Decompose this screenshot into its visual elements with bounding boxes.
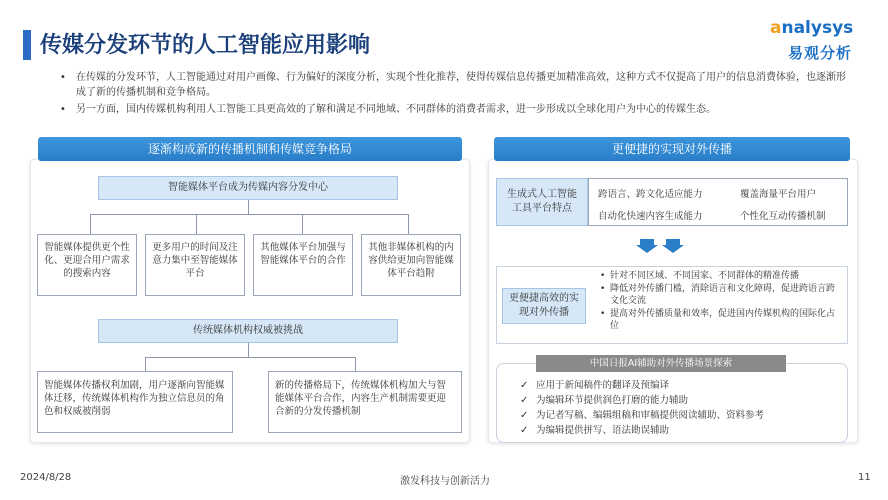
connector-drop-4 bbox=[408, 214, 409, 234]
feature-4: 个性化互动传播机制 bbox=[740, 211, 826, 222]
effect-box-1: 智能媒体提供更个性化、更迎合用户需求的搜索内容 bbox=[37, 234, 137, 296]
analysys-logo bbox=[770, 18, 875, 64]
connector-drop-1 bbox=[90, 214, 91, 234]
connector-horizontal-2 bbox=[145, 357, 355, 358]
down-arrows-icon bbox=[636, 237, 686, 255]
feature-2: 覆盖海量平台用户 bbox=[740, 189, 817, 200]
footer-date: 2024/8/28 bbox=[20, 472, 72, 483]
logo-wordmark bbox=[770, 18, 853, 38]
explore-item-4 bbox=[520, 423, 764, 438]
connector-drop-2 bbox=[196, 214, 197, 234]
bullet-1: • 在传媒的分发环节，人工智能通过对用户画像、行为偏好的深度分析，实现个性化推荐，使得传媒信息传播更加精准高效，这种方式不仅提高了用户的信息消费体验，也逐渐形成了新的传播机制和竞争格局。 bbox=[60, 70, 850, 100]
connector-horizontal-1 bbox=[90, 214, 408, 215]
explore-item-text: 为记者写稿、编辑组稿和审稿提供阅读辅助、资料参考 bbox=[536, 410, 765, 421]
connector-drop-3 bbox=[302, 214, 303, 234]
check-icon: ✓ bbox=[520, 395, 529, 406]
effect-box-4: 其他非媒体机构的内容供给更加向智能媒体平台趋附 bbox=[361, 234, 461, 296]
channel-label: 更便捷高效的实现对外传播 bbox=[502, 288, 586, 324]
channel-item-1: • 针对不同区域、不同国家、不同群体的精准传播 bbox=[600, 270, 840, 282]
explore-item-3 bbox=[520, 408, 764, 423]
feature-3: 自动化快速内容生成能力 bbox=[598, 211, 703, 222]
page-number: 11 bbox=[858, 472, 871, 483]
center-box-platform: 智能媒体平台成为传媒内容分发中心 bbox=[98, 176, 398, 200]
title-accent-bar bbox=[23, 30, 31, 60]
bullet-2: • 另一方面，国内传媒机构利用人工智能工具更高效的了解和满足不同地域、不同群体的消费者需求，进一步形成以全球化用户为中心的传媒生态。 bbox=[60, 102, 850, 117]
check-icon: ✓ bbox=[520, 410, 529, 421]
explore-item-2 bbox=[520, 393, 764, 408]
footer-slogan: 激发科技与创新活力 bbox=[400, 476, 490, 487]
feature-grid bbox=[598, 186, 838, 222]
challenge-box-1: 智能媒体传播权利加剧，用户逐渐向智能媒体迁移，传统媒体机构作为独立信息员的角色和权威被削弱 bbox=[37, 371, 233, 433]
explore-list bbox=[520, 378, 764, 438]
intro-bullets bbox=[60, 70, 850, 119]
effect-box-2: 更多用户的时间及注意力集中至智能媒体平台 bbox=[145, 234, 245, 296]
effect-box-3: 其他媒体平台加强与智能媒体平台的合作 bbox=[253, 234, 353, 296]
connector-drop-5 bbox=[145, 357, 146, 371]
connector-vertical-2 bbox=[248, 343, 249, 357]
logo-letter-a: a bbox=[770, 18, 782, 38]
explore-item-1 bbox=[520, 378, 764, 393]
channel-list bbox=[600, 270, 840, 333]
challenge-box-2: 新的传播格局下，传统媒体机构加大与智能媒体平台合作，内容生产机制需要更迎合新的分发传播机制 bbox=[268, 371, 462, 433]
left-panel-header: 逐渐构成新的传播机制和传媒竞争格局 bbox=[38, 137, 462, 161]
center-box-challenge: 传统媒体机构权威被挑战 bbox=[98, 319, 398, 343]
explore-item-text: 应用于新闻稿件的翻译及预编译 bbox=[536, 380, 670, 391]
connector-vertical-1 bbox=[248, 200, 249, 214]
connector-drop-6 bbox=[355, 357, 356, 371]
channel-item-2: • 降低对外传播门槛，消除语言和文化障碍，促进跨语言跨文化交流 bbox=[600, 283, 840, 307]
feature-label: 生成式人工智能工具平台特点 bbox=[496, 178, 588, 226]
channel-item-3: • 提高对外传播质量和效率，促进国内传媒机构的国际化占位 bbox=[600, 308, 840, 332]
explore-item-text: 为编辑环节提供润色打磨的能力辅助 bbox=[536, 395, 689, 406]
feature-1: 跨语言、跨文化适应能力 bbox=[598, 189, 703, 200]
logo-chinese: 易观分析 bbox=[788, 44, 853, 62]
check-icon: ✓ bbox=[520, 425, 529, 436]
page-title: 传媒分发环节的人工智能应用影响 bbox=[40, 33, 371, 58]
check-icon: ✓ bbox=[520, 380, 529, 391]
explore-item-text: 为编辑提供拼写、语法勘误辅助 bbox=[536, 425, 670, 436]
right-panel-header: 更便捷的实现对外传播 bbox=[494, 137, 850, 161]
logo-word-rest: nalysys bbox=[781, 18, 854, 38]
explore-title: 中国日报AI辅助对外传播场景探索 bbox=[536, 355, 786, 372]
